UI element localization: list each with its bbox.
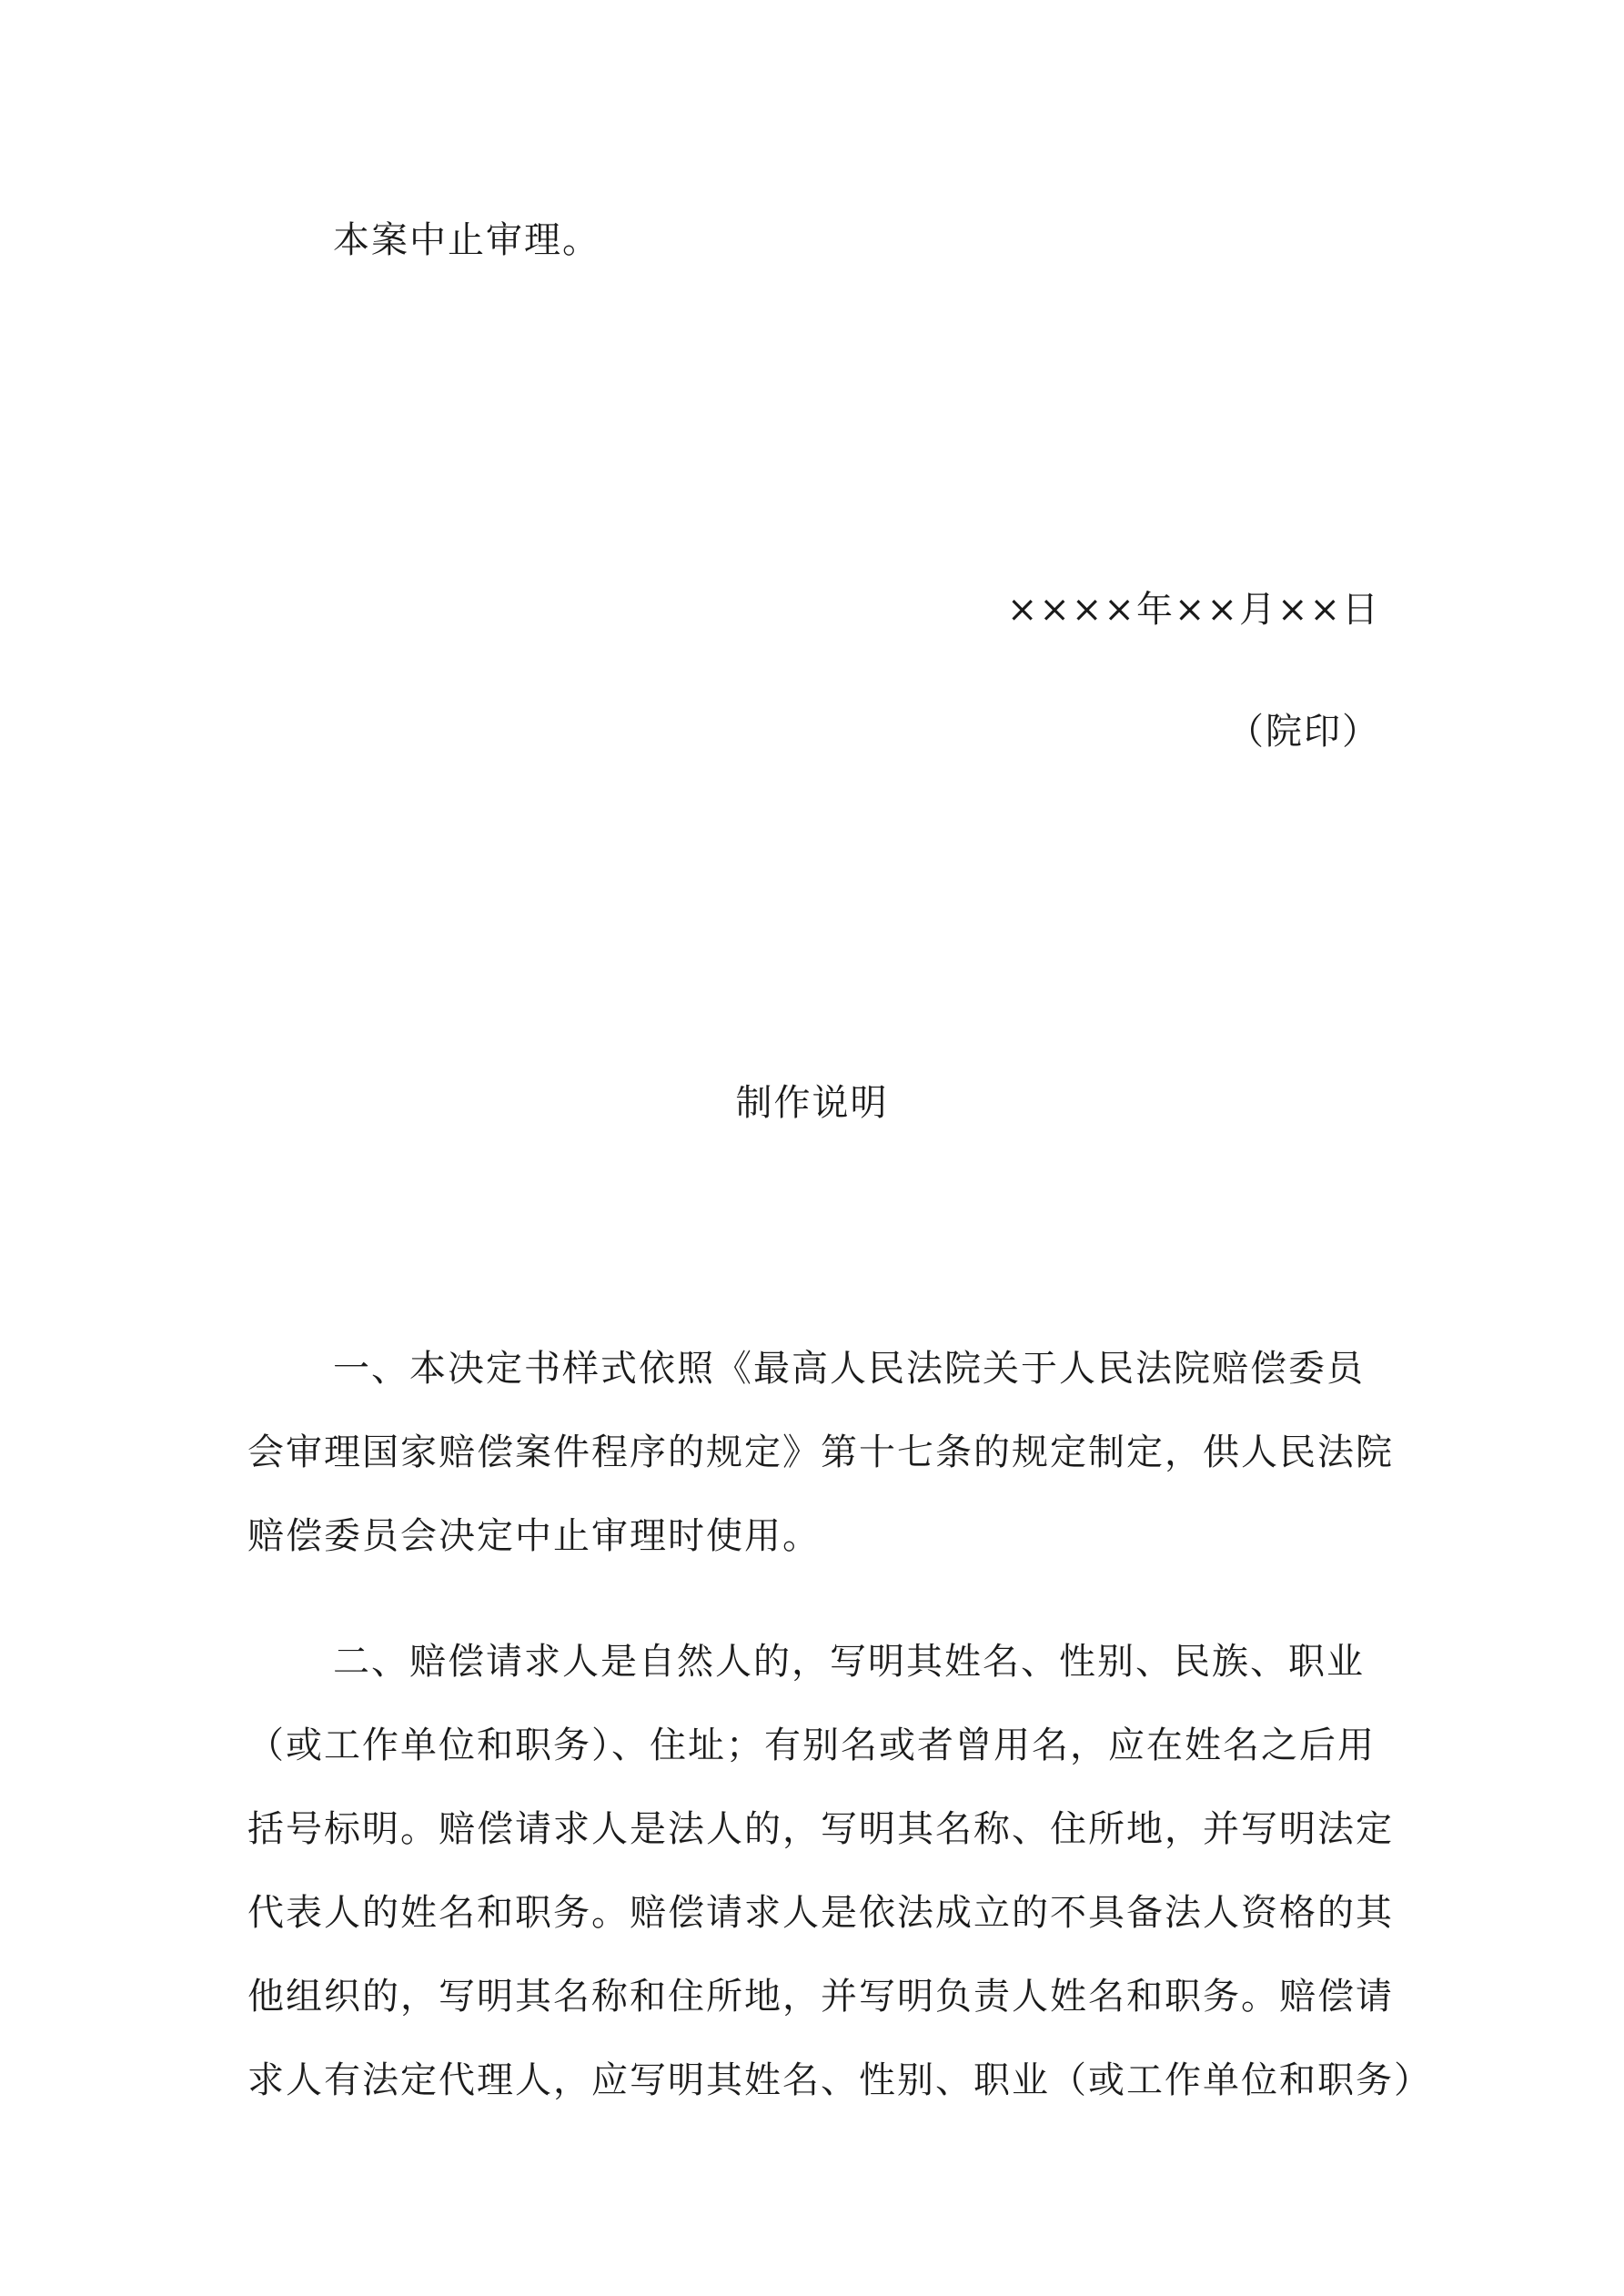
opening-sentence: 本案中止审理。 bbox=[333, 219, 600, 261]
paragraph-line: 赔偿委员会决定中止审理时使用。 bbox=[247, 1515, 821, 1557]
date-line: ××××年××月××日 bbox=[1006, 589, 1380, 631]
paragraph-line: 二、赔偿请求人是自然人的，写明其姓名、性别、民族、职业 bbox=[333, 1641, 1365, 1683]
section-title: 制作说明 bbox=[735, 1082, 889, 1124]
paragraph-line: 他组织的，写明其名称和住所地，并写明负责人姓名和职务。赔偿请 bbox=[247, 1976, 1394, 2018]
paragraph-line: 括号标明。赔偿请求人是法人的，写明其名称、住所地，并写明法定 bbox=[247, 1808, 1394, 1850]
court-seal-note: （院印） bbox=[1227, 711, 1380, 753]
paragraph-line: 求人有法定代理人，应写明其姓名、性别、职业（或工作单位和职务） bbox=[247, 2059, 1432, 2101]
paragraph-line: 代表人的姓名和职务。赔偿请求人是依法成立的不具备法人资格的其 bbox=[247, 1892, 1394, 1934]
paragraph-line: （或工作单位和职务）、住址；有别名或者曾用名，应在姓名之后用 bbox=[247, 1725, 1376, 1766]
paragraph-line: 一、本决定书样式依照《最高人民法院关于人民法院赔偿委员 bbox=[333, 1348, 1365, 1390]
paragraph-line: 会审理国家赔偿案件程序的规定》第十七条的规定制定，供人民法院 bbox=[247, 1431, 1394, 1473]
